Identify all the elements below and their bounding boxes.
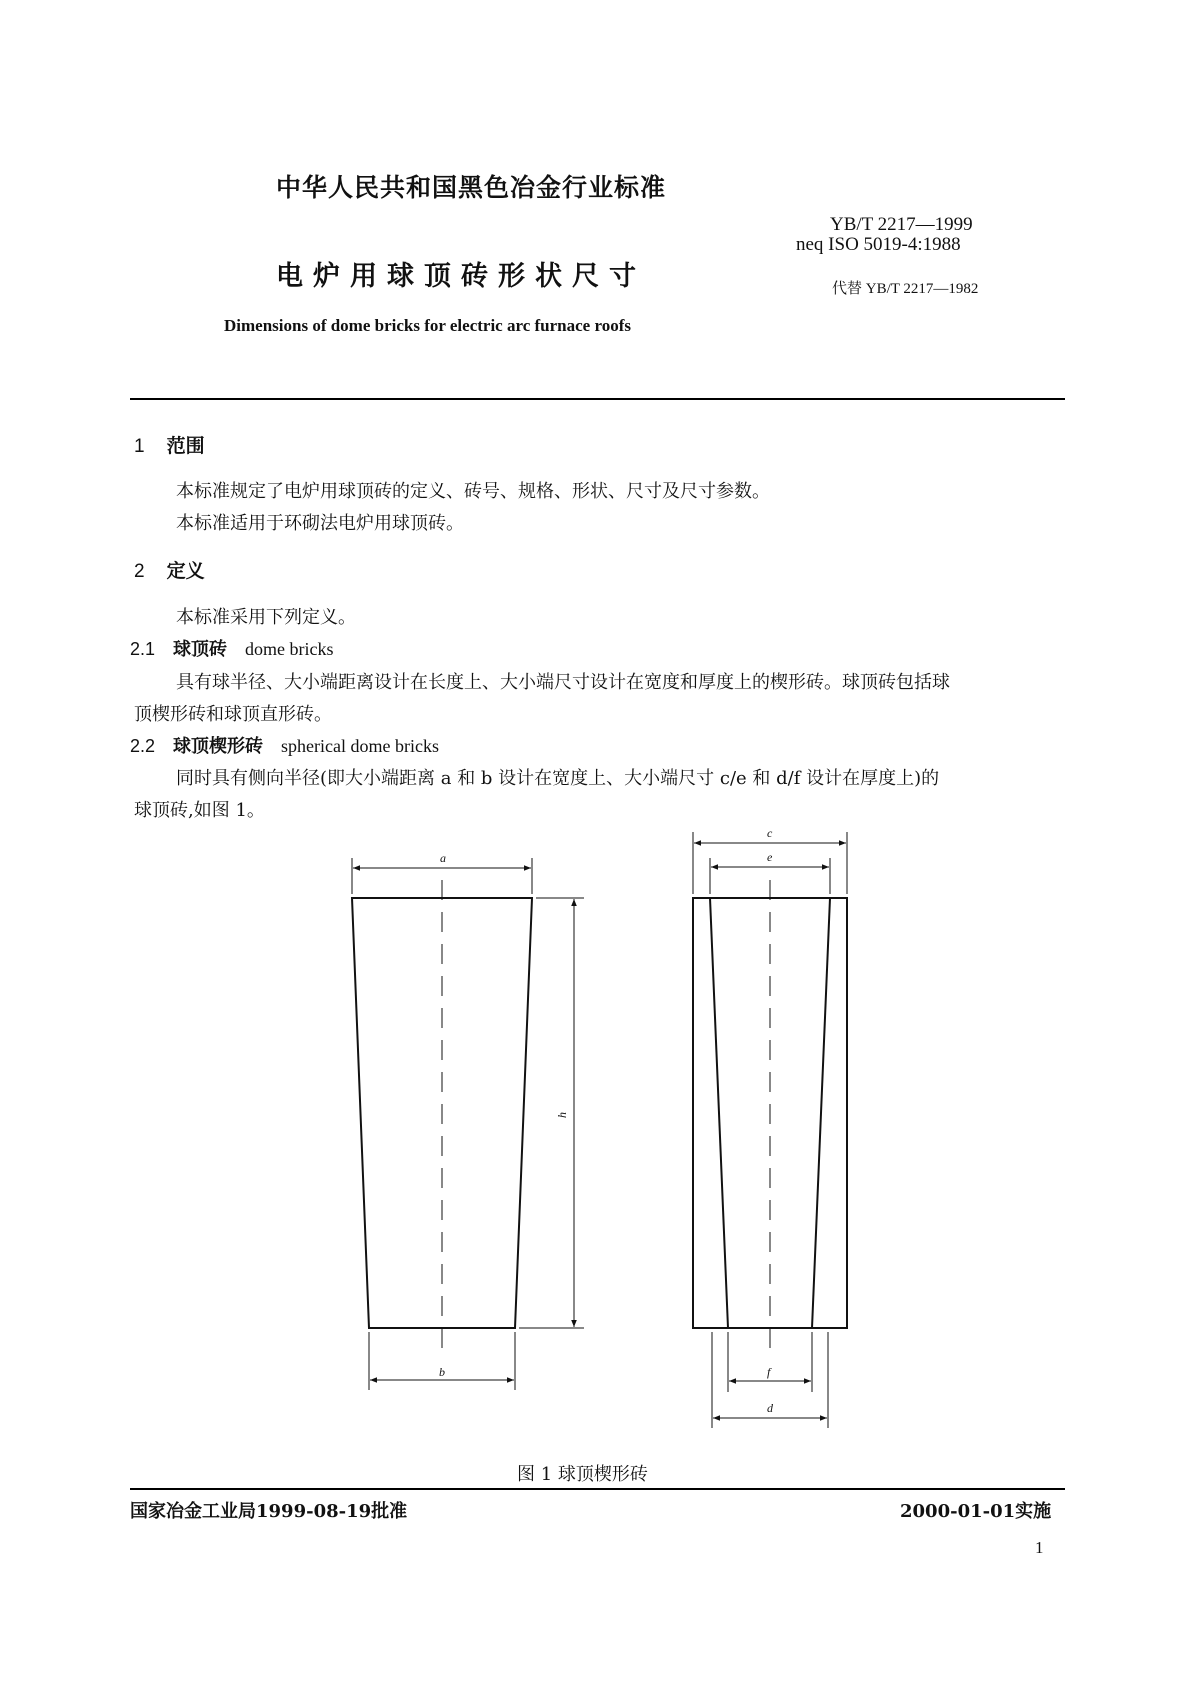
- label-d: d: [767, 1401, 773, 1415]
- subsection-title: 球顶砖: [173, 639, 228, 660]
- section-title: 定义: [166, 560, 205, 582]
- label-b: b: [439, 1365, 445, 1379]
- replaced-standard: 代替 YB/T 2217—1982: [832, 281, 979, 297]
- label-e: e: [767, 850, 773, 864]
- document-title: 电炉用球顶砖形状尺寸: [276, 261, 646, 292]
- label-a: a: [440, 851, 446, 865]
- section-title: 范围: [166, 435, 205, 457]
- paragraph: 本标准采用下列定义。: [176, 607, 356, 628]
- right-brick-face-right: [812, 898, 830, 1328]
- implementation-date: 2000-01-01实施: [900, 1501, 1052, 1522]
- subsection-number: 2.1: [130, 639, 156, 659]
- paragraph: 球顶砖,如图 1。: [134, 800, 265, 821]
- approval-line: 国家冶金工业局1999-08-19批准: [130, 1501, 408, 1522]
- subsection-title-english: spherical dome bricks: [281, 736, 439, 756]
- label-c: c: [767, 826, 773, 840]
- paragraph: 本标准规定了电炉用球顶砖的定义、砖号、规格、形状、尺寸及尺寸参数。: [176, 481, 770, 502]
- subsection-title-english: dome bricks: [245, 639, 334, 659]
- paragraph: 具有球半径、大小端距离设计在长度上、大小端尺寸设计在宽度和厚度上的楔形砖。球顶砖包括球: [176, 672, 950, 693]
- section-number: 1: [134, 436, 145, 457]
- paragraph: 本标准适用于环砌法电炉用球顶砖。: [176, 513, 464, 534]
- page-number: 1: [1035, 1538, 1044, 1557]
- footer-rule: [130, 1488, 1065, 1490]
- paragraph: 同时具有侧向半径(即大小端距离 a 和 b 设计在宽度上、大小端尺寸 c/e 和 d/f 设计在厚度上)的: [176, 768, 940, 789]
- section-number: 2: [134, 561, 145, 582]
- equivalent-standard: neq ISO 5019-4:1988: [796, 234, 961, 255]
- standard-code: YB/T 2217—1999: [830, 214, 973, 235]
- label-f: f: [767, 1365, 771, 1379]
- paragraph: 顶楔形砖和球顶直形砖。: [134, 704, 332, 725]
- subsection-number: 2.2: [130, 736, 156, 756]
- document-title-english: Dimensions of dome bricks for electric arc furnace roofs: [224, 316, 631, 335]
- right-brick-face-left: [710, 898, 728, 1328]
- subsection-title: 球顶楔形砖: [173, 736, 264, 757]
- issuing-body: 中华人民共和国黑色冶金行业标准: [276, 173, 667, 202]
- figure-caption: 图 1 球顶楔形砖: [517, 1464, 648, 1485]
- label-h: h: [555, 1112, 569, 1118]
